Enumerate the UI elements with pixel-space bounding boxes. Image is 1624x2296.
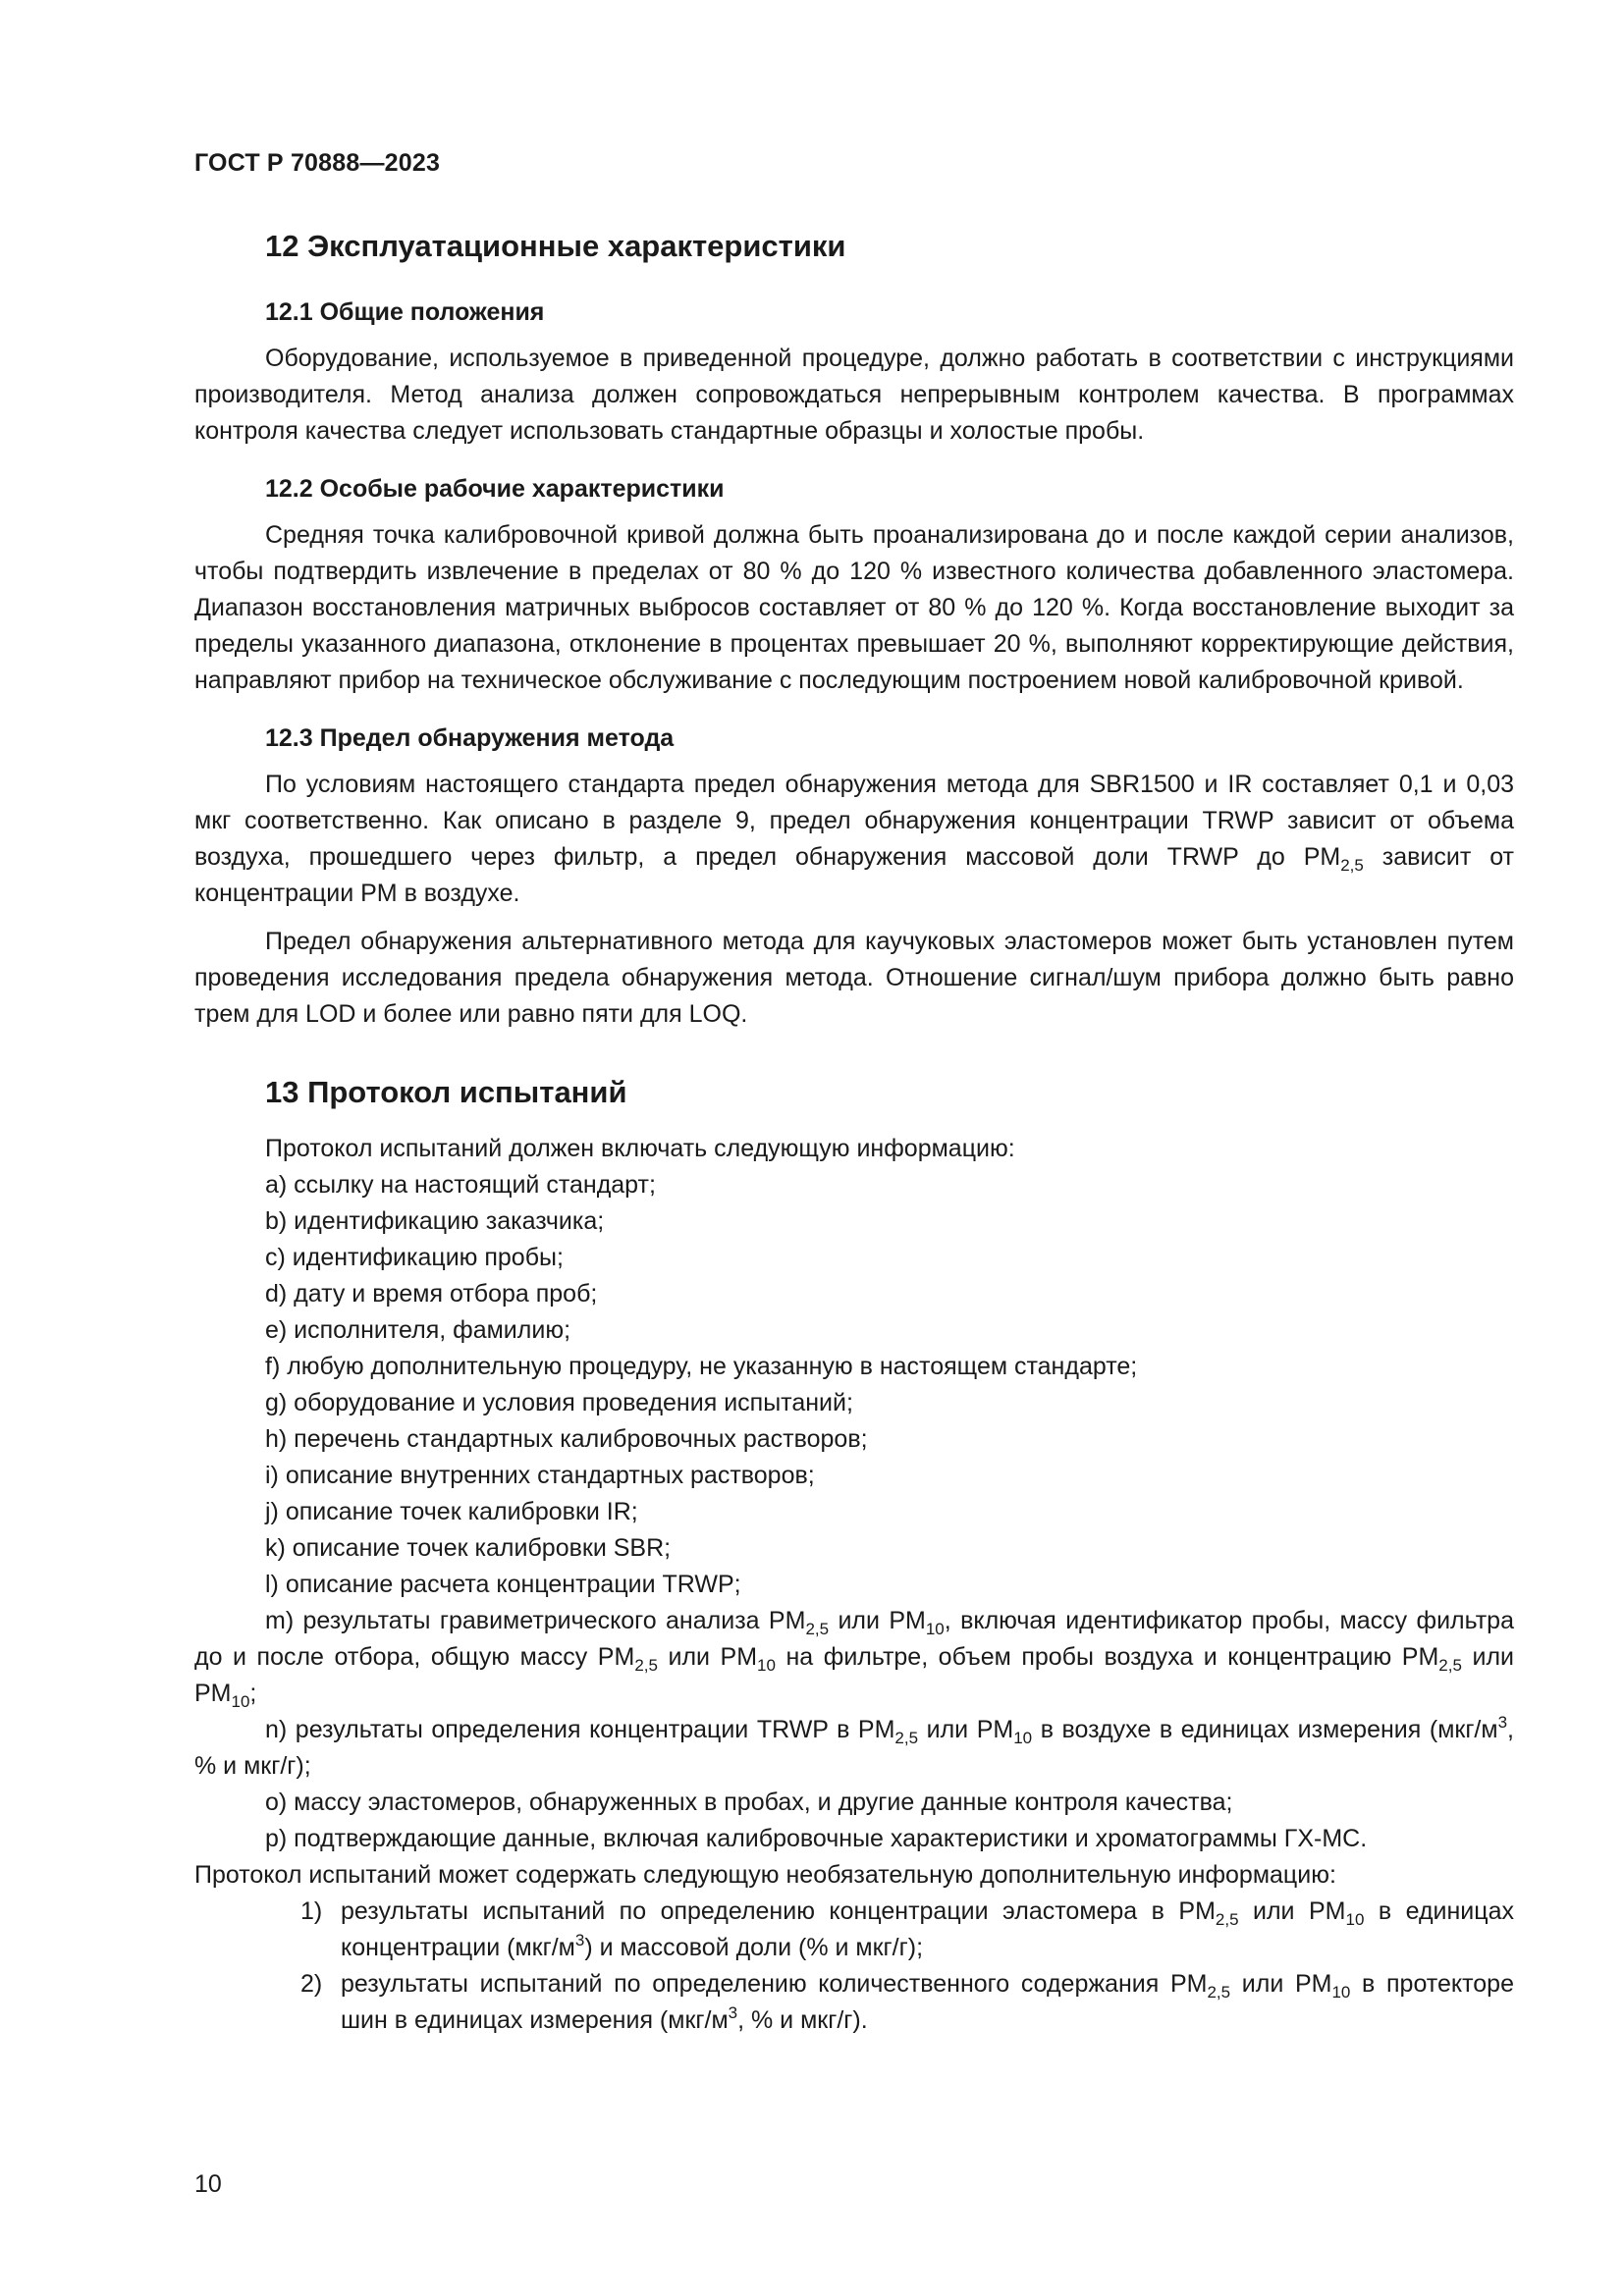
text-run: зависит от концентрации PM в воздухе.: [194, 843, 1515, 907]
text-run: По условиям настоящего стандарта предел обнаружения метода для SBR1500 и IR составляет 0,1 и 0,03 мкг соответственно. Как описано в разделе 9, предел обнаружения концентрации TRWP зависит от объема воздуха, прошедшего через фильтр, а предел обнаружения массовой доли TRWP до PM: [194, 771, 1514, 871]
text-run: , % и мкг/г);: [194, 1716, 1514, 1780]
section-13-title: 13 Протокол испытаний: [265, 1075, 627, 1109]
list-item: j) описание точек калибровки IR;: [265, 1498, 638, 1525]
subsection-12-2-title: 12.2 Особые рабочие характеристики: [265, 475, 725, 503]
text-run: ) и массовой доли (% и мкг/г);: [584, 1934, 924, 1961]
list-item: c) идентификацию пробы;: [265, 1244, 564, 1271]
text-run: результаты испытаний по определению концентрации эластомера в PM: [341, 1897, 1216, 1925]
text-run: , включая идентификатор пробы, массу фильтра до и после отбора, общую массу PM: [194, 1607, 1514, 1671]
subscript: 2,5: [1207, 1983, 1231, 2002]
subscript: 2,5: [805, 1620, 830, 1638]
subscript: 10: [231, 1692, 250, 1711]
subscript: 2,5: [1215, 1910, 1239, 1929]
list-item: l) описание расчета концентрации TRWP;: [265, 1571, 741, 1598]
text-run: или PM: [194, 1643, 1514, 1707]
paragraph: [194, 767, 1514, 912]
text-run: , % и мкг/г).: [737, 2006, 868, 2034]
subsection-12-3-body: [194, 767, 1514, 1033]
list-item: [194, 1712, 1514, 1785]
text-run: результаты испытаний по определению количественного содержания PM: [341, 1970, 1208, 1998]
subscript: 2,5: [894, 1729, 919, 1747]
section-12-title: 12 Эксплуатационные характеристики: [265, 229, 846, 263]
protocol-items-list: [194, 1167, 1514, 1857]
page-content: [194, 226, 1514, 2039]
subscript: 2,5: [1340, 856, 1364, 875]
list-item: e) исполнителя, фамилию;: [265, 1316, 571, 1344]
list-item: d) дату и время отбора проб;: [265, 1280, 598, 1308]
subsection-12-2-body: [194, 517, 1514, 699]
superscript: 3: [1497, 1713, 1508, 1732]
text-run: ;: [249, 1680, 257, 1707]
subscript: 10: [1013, 1729, 1033, 1747]
text-run: в единицах концентрации (мкг/м: [341, 1897, 1514, 1961]
optional-info-intro: Протокол испытаний может содержать следующую необязательную дополнительную информацию:: [194, 1861, 1336, 1889]
text-run: на фильтре, объем пробы воздуха и концентрацию PM: [775, 1643, 1439, 1671]
list-item: a) ссылку на настоящий стандарт;: [265, 1171, 656, 1199]
list-item: [194, 1603, 1514, 1712]
subscript: 2,5: [1438, 1656, 1462, 1675]
list-item: b) идентификацию заказчика;: [265, 1207, 605, 1235]
subsection-12-3-title: 12.3 Предел обнаружения метода: [265, 724, 675, 752]
subscript: 10: [757, 1656, 776, 1675]
list-item: k) описание точек калибровки SBR;: [265, 1534, 672, 1562]
subsection-12-1-body: [194, 341, 1514, 450]
text-run: в воздухе в единицах измерения (мкг/м: [1032, 1716, 1498, 1743]
superscript: 3: [728, 2003, 738, 2022]
subscript: 10: [1331, 1983, 1351, 2002]
optional-list-item: [300, 1894, 1514, 1966]
protocol-intro: Протокол испытаний должен включать следующую информацию:: [265, 1135, 1015, 1162]
text-run: или PM: [1230, 1970, 1332, 1998]
superscript: 3: [574, 1931, 585, 1949]
text-run: или PM: [918, 1716, 1014, 1743]
subsection-12-1-title: 12.1 Общие положения: [265, 298, 545, 326]
paragraph: Средняя точка калибровочной кривой должна быть проанализирована до и после каждой серии анализов, чтобы подтвердить извлечение в пределах от 80 % до 120 % известного количества добавленного эластомера. Диапазон восстановления матричных выбросов составляет от 80 % до 120 %. Когда восстановление выходит за пределы указанного диапазона, отклонение в процентах превышает 20 %, выполняют корректирующие действия, направляют прибор на техническое обслуживание с последующим построением новой калибровочной кривой.: [194, 521, 1514, 694]
item-number: 1): [300, 1897, 323, 1925]
optional-list-item: [300, 1966, 1514, 2039]
list-item: i) описание внутренних стандартных растворов;: [265, 1462, 815, 1489]
item-number: 2): [300, 1970, 323, 1998]
text-run: или PM: [1238, 1897, 1346, 1925]
text-run: или PM: [829, 1607, 926, 1634]
paragraph: Предел обнаружения альтернативного метода для каучуковых эластомеров может быть установлен путем проведения исследования предела обнаружения метода. Отношение сигнал/шум прибора должно быть равно трем для LOD и более или равно пяти для LOQ.: [194, 928, 1514, 1028]
paragraph: Оборудование, используемое в приведенной процедуре, должно работать в соответствии с инструкциями производителя. Метод анализа должен сопровождаться непрерывным контролем качества. В программах контроля качества следует использовать стандартные образцы и холостые пробы.: [194, 345, 1514, 445]
subscript: 10: [1345, 1910, 1365, 1929]
list-item: f) любую дополнительную процедуру, не указанную в настоящем стандарте;: [265, 1353, 1138, 1380]
text-run: в протекторе шин в единицах измерения (мкг/м: [341, 1970, 1514, 2034]
list-item: o) массу эластомеров, обнаруженных в пробах, и другие данные контроля качества;: [265, 1789, 1233, 1816]
subscript: 10: [925, 1620, 945, 1638]
subscript: 2,5: [634, 1656, 658, 1675]
text-run: m) результаты гравиметрического анализа PM: [265, 1607, 806, 1634]
text-run: или PM: [657, 1643, 758, 1671]
standard-designation: ГОСТ Р 70888—2023: [194, 149, 441, 177]
list-item: p) подтверждающие данные, включая калибровочные характеристики и хроматограммы ГХ-МС.: [265, 1825, 1368, 1852]
list-item: g) оборудование и условия проведения испытаний;: [265, 1389, 853, 1416]
optional-items-list: [194, 1894, 1514, 2039]
page-number: 10: [194, 2170, 222, 2198]
list-item: h) перечень стандартных калибровочных растворов;: [265, 1425, 868, 1453]
text-run: n) результаты определения концентрации TRWP в PM: [265, 1716, 895, 1743]
